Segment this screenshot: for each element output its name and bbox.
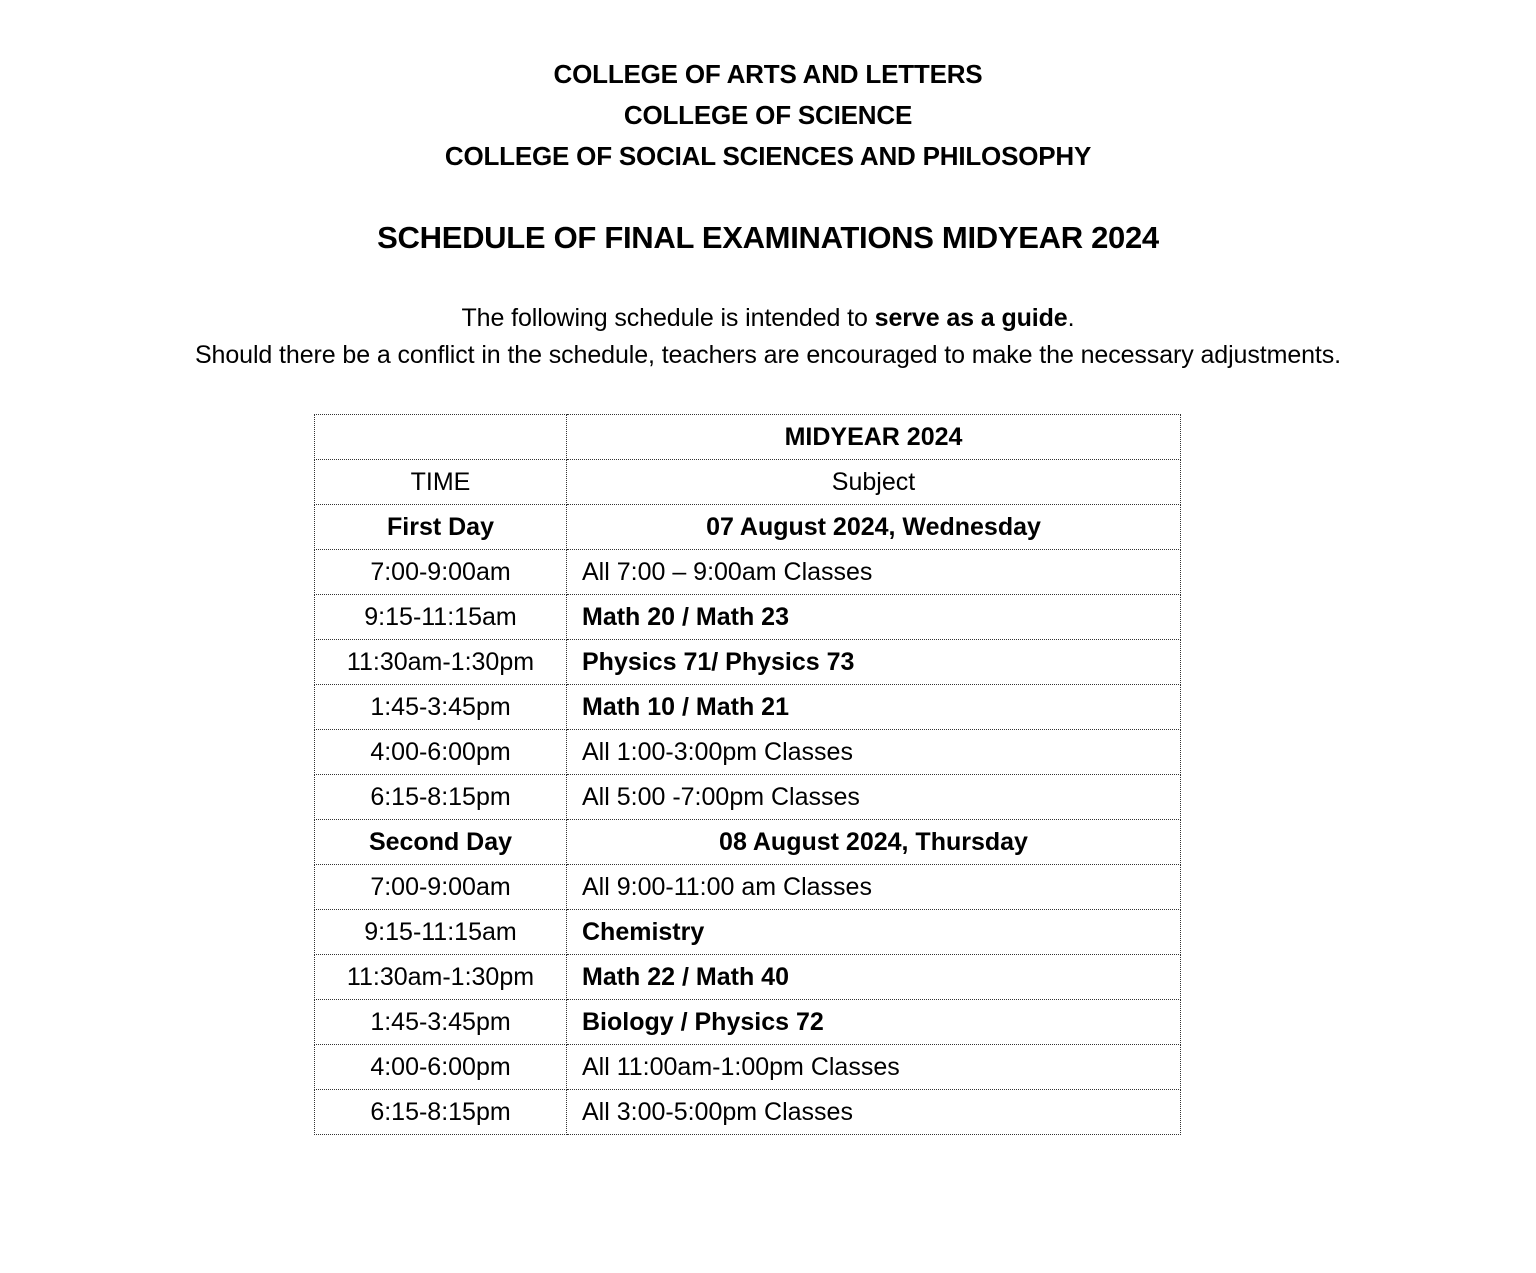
- term-header-row: [315, 415, 1181, 460]
- table-row: [315, 955, 1181, 1000]
- table-row: [315, 685, 1181, 730]
- day-header-row: [315, 505, 1181, 550]
- subject-cell: All 9:00-11:00 am Classes: [567, 865, 1181, 910]
- time-cell: 1:45-3:45pm: [315, 685, 567, 730]
- day-header-row: [315, 820, 1181, 865]
- subject-cell: Math 10 / Math 21: [567, 685, 1181, 730]
- table-row: [315, 1000, 1181, 1045]
- column-header-subject: Subject: [567, 460, 1181, 505]
- table-row: [315, 1090, 1181, 1135]
- subject-cell: Physics 71/ Physics 73: [567, 640, 1181, 685]
- day-date: 08 August 2024, Thursday: [567, 820, 1181, 865]
- subject-cell: All 1:00-3:00pm Classes: [567, 730, 1181, 775]
- intro-line-2: Should there be a conflict in the schedule, teachers are encouraged to make the necessary adjustments.: [194, 341, 1342, 369]
- time-cell: 7:00-9:00am: [315, 865, 567, 910]
- subject-cell: All 7:00 – 9:00am Classes: [567, 550, 1181, 595]
- subject-cell: Math 22 / Math 40: [567, 955, 1181, 1000]
- time-cell: 11:30am-1:30pm: [315, 955, 567, 1000]
- table-row: [315, 550, 1181, 595]
- table-row: [315, 775, 1181, 820]
- time-cell: 4:00-6:00pm: [315, 730, 567, 775]
- subject-cell: All 5:00 -7:00pm Classes: [567, 775, 1181, 820]
- day-date: 07 August 2024, Wednesday: [567, 505, 1181, 550]
- term-header: MIDYEAR 2024: [567, 415, 1181, 460]
- intro-suffix: .: [1067, 304, 1075, 332]
- day-label: Second Day: [315, 820, 567, 865]
- time-cell: 1:45-3:45pm: [315, 1000, 567, 1045]
- table-row: [315, 640, 1181, 685]
- time-cell: 6:15-8:15pm: [315, 775, 567, 820]
- table-row: [315, 595, 1181, 640]
- college-name: COLLEGE OF ARTS AND LETTERS: [553, 59, 983, 89]
- day-label: First Day: [315, 505, 567, 550]
- column-header-time: TIME: [315, 460, 567, 505]
- subject-cell: Math 20 / Math 23: [567, 595, 1181, 640]
- time-cell: 9:15-11:15am: [315, 595, 567, 640]
- time-cell: 6:15-8:15pm: [315, 1090, 567, 1135]
- time-cell: 11:30am-1:30pm: [315, 640, 567, 685]
- schedule-table: [314, 414, 1181, 1135]
- table-row: [315, 1045, 1181, 1090]
- intro-text: [0, 300, 1536, 374]
- intro-prefix: The following schedule is intended to: [461, 304, 875, 332]
- subject-cell: All 11:00am-1:00pm Classes: [567, 1045, 1181, 1090]
- table-row: [315, 865, 1181, 910]
- table-row: [315, 910, 1181, 955]
- college-name: COLLEGE OF SCIENCE: [623, 100, 913, 130]
- subject-cell: All 3:00-5:00pm Classes: [567, 1090, 1181, 1135]
- intro-emphasis: serve as a guide: [874, 304, 1068, 332]
- column-header-row: [315, 460, 1181, 505]
- college-name: COLLEGE OF SOCIAL SCIENCES AND PHILOSOPHY: [444, 141, 1092, 171]
- time-cell: 7:00-9:00am: [315, 550, 567, 595]
- time-cell: 4:00-6:00pm: [315, 1045, 567, 1090]
- intro-line-1: [0, 300, 1536, 337]
- college-list: [0, 54, 1536, 177]
- time-cell: 9:15-11:15am: [315, 910, 567, 955]
- page-title: SCHEDULE OF FINAL EXAMINATIONS MIDYEAR 2024: [377, 220, 1159, 255]
- term-header-empty-cell: [315, 415, 567, 460]
- subject-cell: Chemistry: [567, 910, 1181, 955]
- table-row: [315, 730, 1181, 775]
- subject-cell: Biology / Physics 72: [567, 1000, 1181, 1045]
